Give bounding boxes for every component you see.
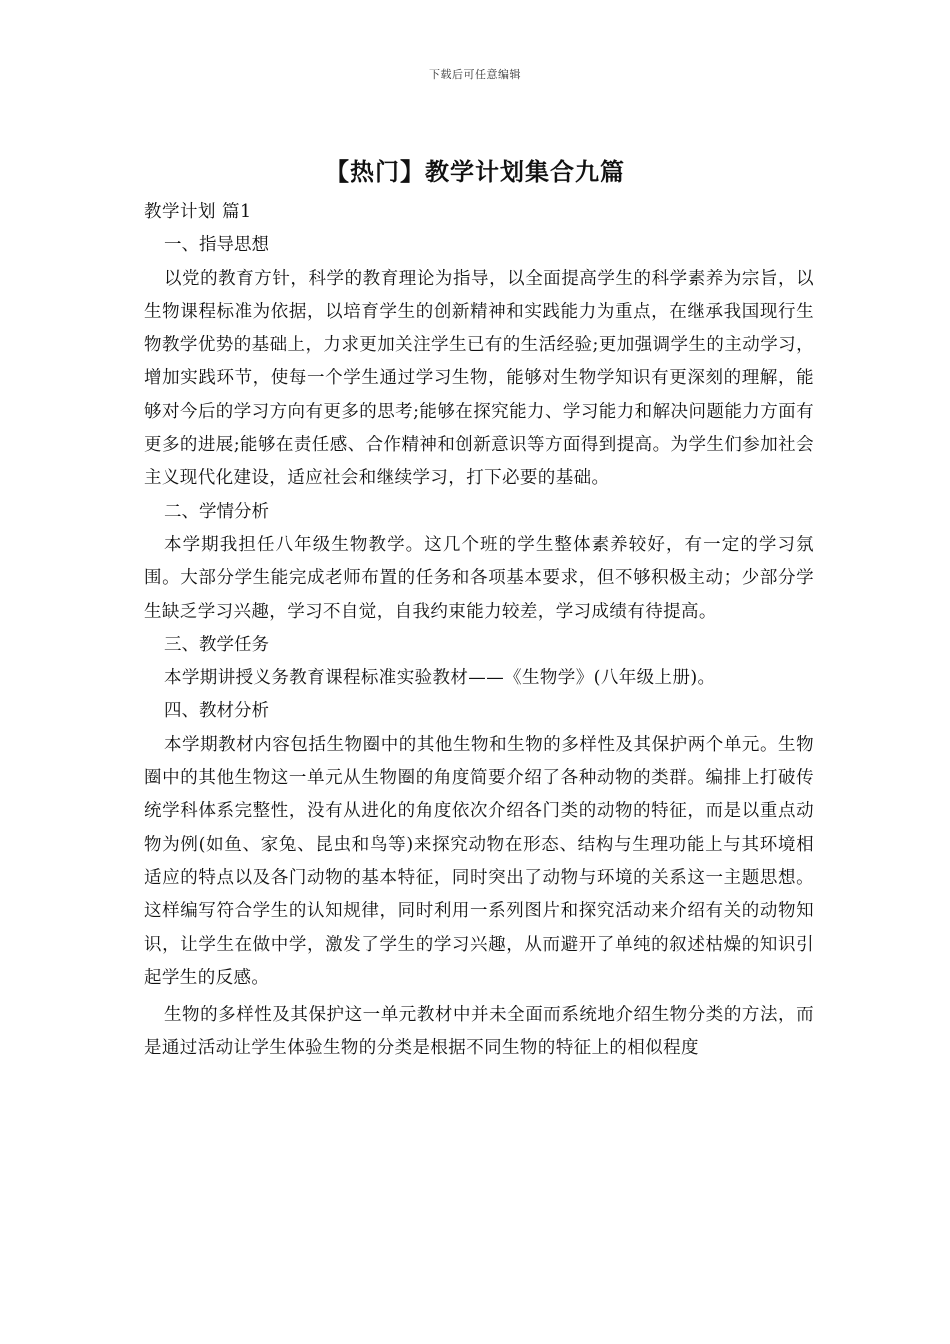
- section-heading: 二、学情分析: [164, 501, 269, 522]
- paragraph: 生物的多样性及其保护这一单元教材中并未全面而系统地介绍生物分类的方法，而是通过活动让学生体验生物的分类是根据不同生物的特征上的相似程度: [144, 1005, 814, 1059]
- page-header-note: 下载后可任意编辑: [429, 68, 521, 81]
- paragraph: 本学期教材内容包括生物圈中的其他生物和生物的多样性及其保护两个单元。生物圈中的其他生物这一单元从生物圈的角度简要介绍了各种动物的类群。编排上打破传统学科体系完整性，没有从进化的角度依次介绍各门类的动物的特征，而是以重点动物为例(如鱼、家兔、昆虫和鸟等)来探究动物在形态、结构与生理功能上与其环境相适应的特点以及各门动物的基本特征，同时突出了动物与环境的关系这一主题思想。这样编写符合学生的认知规律，同时利用一系列图片和探究活动来介绍有关的动物知识，让学生在做中学，激发了学生的学习兴趣，从而避开了单纯的叙述枯燥的知识引起学生的反感。: [144, 734, 814, 988]
- paragraph: 本学期讲授义务教育课程标准实验教材——《生物学》(八年级上册)。: [164, 668, 716, 689]
- section-heading: 四、教材分析: [164, 701, 269, 722]
- paragraph: 以党的教育方针，科学的教育理论为指导，以全面提高学生的科学素养为宗旨，以生物课程标准为依据，以培育学生的创新精神和实践能力为重点，在继承我国现行生物教学优势的基础上，力求更加关注学生已有的生活经验;更加强调学生的主动学习，增加实践环节，使每一个学生通过学习生物，能够对生物学知识有更深刻的理解，能够对今后的学习方向有更多的思考;能够在探究能力、学习能力和解决问题能力方面有更多的进展;能够在责任感、合作精神和创新意识等方面得到提高。为学生们参加社会主义现代化建设，适应社会和继续学习，打下必要的基础。: [144, 268, 814, 489]
- document-body: [144, 196, 814, 1066]
- section-heading: 一、指导思想: [164, 235, 269, 256]
- paragraph: 本学期我担任八年级生物教学。这几个班的学生整体素养较好，有一定的学习氛围。大部分学生能完成老师布置的任务和各项基本要求，但不够积极主动；少部分学生缺乏学习兴趣，学习不自觉，自我约束能力较差，学习成绩有待提高。: [144, 534, 814, 622]
- plan-label: 教学计划 篇1: [144, 202, 252, 222]
- section-heading: 三、教学任务: [164, 634, 269, 655]
- document-title: 【热门】教学计划集合九篇: [325, 158, 625, 186]
